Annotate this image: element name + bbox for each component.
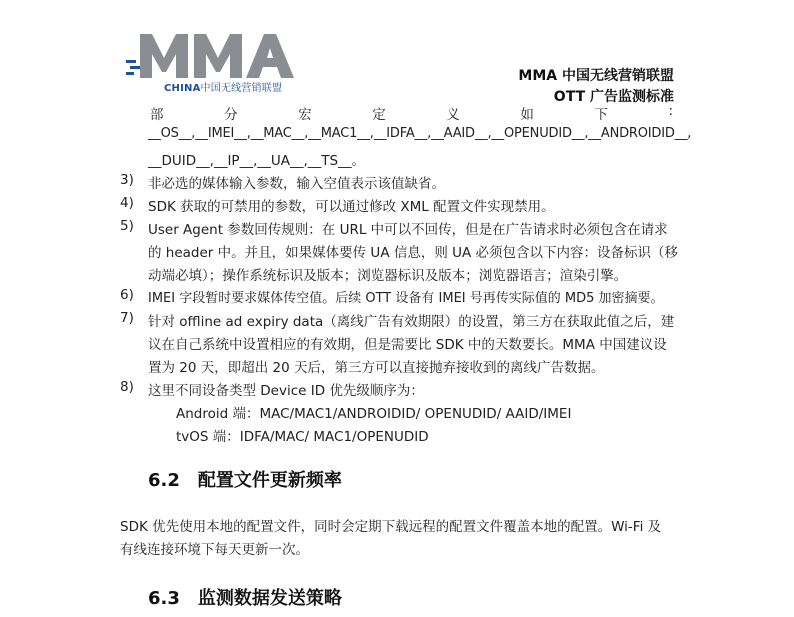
item-number: 3) <box>120 172 134 188</box>
intro-char: 分 <box>224 107 238 123</box>
macro-list-line-1: __OS__,__IMEI__,__MAC__,__MAC1__,__IDFA__,__AAID__,__OPENUDID__,__ANDROIDID__, <box>148 126 692 141</box>
item-number: 8) <box>120 379 134 395</box>
intro-char: 部 <box>150 107 164 123</box>
intro-char: 下 <box>594 107 608 123</box>
device-id-android: Android 端：MAC/MAC1/ANDROIDID/ OPENUDID/ AAID/IMEI <box>176 406 572 422</box>
macro-intro-line <box>150 103 673 123</box>
item-number: 6) <box>120 287 134 303</box>
item-4-line: SDK 获取的可禁用的参数，可以通过修改 XML 配置文件实现禁用。 <box>148 199 555 215</box>
logo-china-text: CHINA <box>164 83 201 94</box>
item-number: 4) <box>120 195 134 211</box>
logo-caption <box>164 79 282 94</box>
intro-char: 宏 <box>298 107 312 123</box>
item-7-line: 针对 offline ad expiry data（离线广告有效期限）的设置，第三方在获取此值之后，建 <box>148 314 675 330</box>
item-5-line: 的 header 中。并且，如果媒体要传 UA 信息，则 UA 必须包含以下内容：设备标识（移 <box>148 245 679 261</box>
item-6-line: IMEI 字段暂时要求媒体传空值。后续 OTT 设备有 IMEI 号再传实际值的 MD5 加密摘要。 <box>148 291 664 306</box>
item-5-line: User Agent 参数回传规则：在 URL 中可以不回传，但是在广告请求时必须包含在请求 <box>148 222 668 238</box>
item-5-line: 动端必填）；操作系统标识及版本；浏览器标识及版本；浏览器语言；渲染引擎。 <box>148 268 628 284</box>
section-title: 监测数据发送策略 <box>197 588 342 609</box>
intro-char: 如 <box>520 107 534 123</box>
macro-list-line-2: __DUID__,__IP__,__UA__,__TS__。 <box>148 153 366 169</box>
section-6-2-para-line: 有线连接环境下每天更新一次。 <box>120 542 309 558</box>
document-header <box>518 66 674 108</box>
intro-char: 定 <box>372 107 386 123</box>
section-heading-6-2 <box>148 466 342 492</box>
item-8-line: 这里不同设备类型 Device ID 优先级顺序为： <box>148 383 424 399</box>
item-number: 7) <box>120 310 134 326</box>
section-6-2-para-line: SDK 优先使用本地的配置文件，同时会定期下载远程的配置文件覆盖本地的配置。Wi-Fi 及 <box>120 519 662 535</box>
section-number: 6.2 <box>148 470 180 491</box>
logo-cn-text: 中国无线营销联盟 <box>200 83 283 94</box>
section-title: 配置文件更新频率 <box>197 470 342 491</box>
section-number: 6.3 <box>148 588 180 609</box>
item-7-line: 议在自己系统中设置相应的有效期，但是需要比 SDK 中的天数要长。MMA 中国建议设 <box>148 337 667 353</box>
item-7-line: 置为 20 天，即超出 20 天后，第三方可以直接抛弃接收到的离线广告数据。 <box>148 360 605 376</box>
header-line-2: OTT 广告监测标准 <box>553 89 674 105</box>
device-id-tvos: tvOS 端：IDFA/MAC/ MAC1/OPENUDID <box>176 429 429 445</box>
section-heading-6-3 <box>148 584 342 610</box>
header-line-1: MMA 中国无线营销联盟 <box>518 68 674 84</box>
item-3-line: 非必选的媒体输入参数，输入空值表示该值缺省。 <box>148 176 445 192</box>
intro-char: : <box>668 103 673 119</box>
item-number: 5) <box>120 218 134 234</box>
intro-char: 义 <box>446 107 460 123</box>
